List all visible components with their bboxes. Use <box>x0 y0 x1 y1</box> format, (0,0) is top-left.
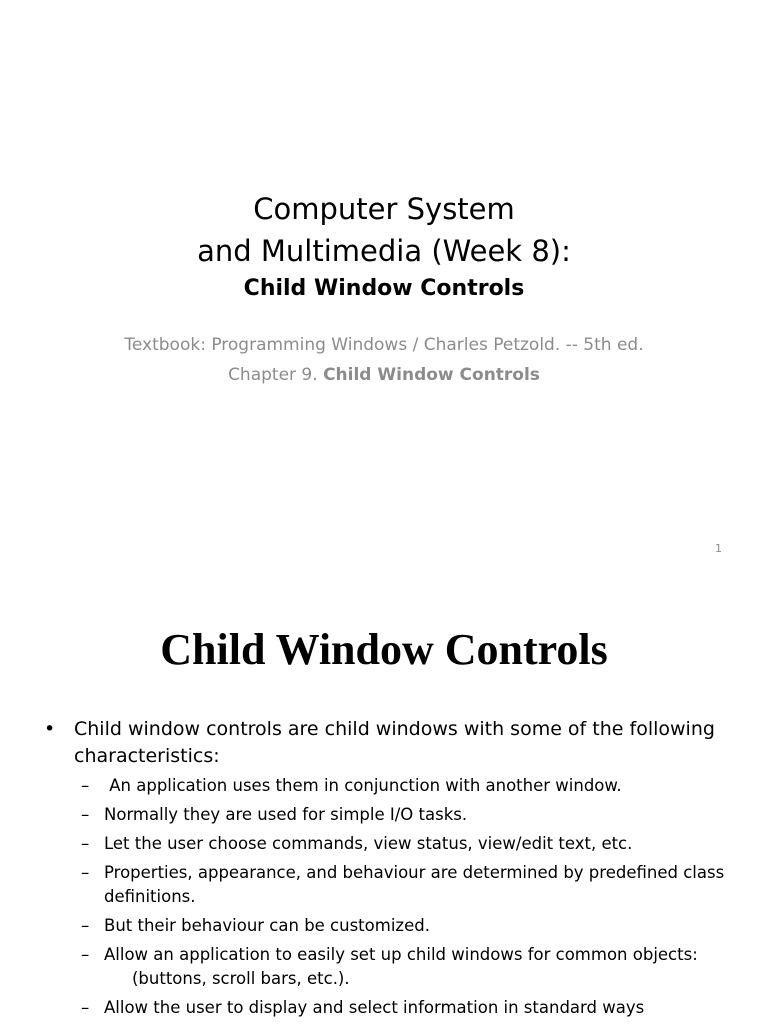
sub-bullet-continuation: (buttons, scroll bars, etc.). <box>132 969 350 988</box>
slide-2-bullet-list <box>44 716 734 1025</box>
bullet-text: Child window controls are child windows with some of the following characteristics: <box>74 718 715 767</box>
sub-bullet-text: Allow an application to easily set up child windows for common objects: <box>104 945 698 964</box>
dash-marker: – <box>81 998 90 1017</box>
dash-marker: – <box>81 916 90 935</box>
slide-1-subtitle: Child Window Controls <box>243 276 525 301</box>
dash-marker: – <box>81 834 90 853</box>
slide-1-title-line-1: Computer System <box>253 192 515 226</box>
slide-1-title-line-2: and Multimedia (Week 8): <box>197 234 571 268</box>
bullet-marker: • <box>44 718 56 740</box>
slide-1-page-number: 1 <box>715 542 722 555</box>
sub-bullet-text: Properties, appearance, and behaviour are determined by predefined class definitions. <box>104 863 725 906</box>
dash-marker: – <box>81 776 90 795</box>
dash-marker: – <box>81 945 90 964</box>
sub-bullet-item <box>71 996 734 1020</box>
sub-bullet-text: But their behaviour can be customized. <box>104 916 430 935</box>
slide-2-title: Child Window Controls <box>160 625 608 674</box>
sub-bullet-item <box>71 832 734 856</box>
sub-bullet-item <box>71 774 734 798</box>
slide-2 <box>0 576 768 1024</box>
sub-bullet-item <box>71 943 734 991</box>
dash-marker: – <box>81 805 90 824</box>
sub-bullet-list <box>74 774 734 1020</box>
sub-bullet-text: Allow the user to display and select information in standard ways <box>104 998 645 1017</box>
sub-bullet-text: Normally they are used for simple I/O tasks. <box>104 805 468 824</box>
sub-bullet-item <box>71 803 734 827</box>
chapter-line <box>0 360 768 390</box>
slide-1-textbook-info <box>0 330 768 390</box>
dash-marker: – <box>81 863 90 882</box>
sub-bullet-text: Let the user choose commands, view status, view/edit text, etc. <box>104 834 633 853</box>
chapter-title: Child Window Controls <box>323 365 540 385</box>
textbook-line: Textbook: Programming Windows / Charles Petzold. -- 5th ed. <box>124 335 644 355</box>
sub-bullet-text: An application uses them in conjunction with another window. <box>104 776 622 795</box>
sub-bullet-item <box>71 861 734 909</box>
sub-bullet-item <box>71 914 734 938</box>
chapter-prefix: Chapter 9. <box>228 365 324 385</box>
slide-1-title-block <box>0 188 768 305</box>
bullet-item <box>44 716 734 1020</box>
